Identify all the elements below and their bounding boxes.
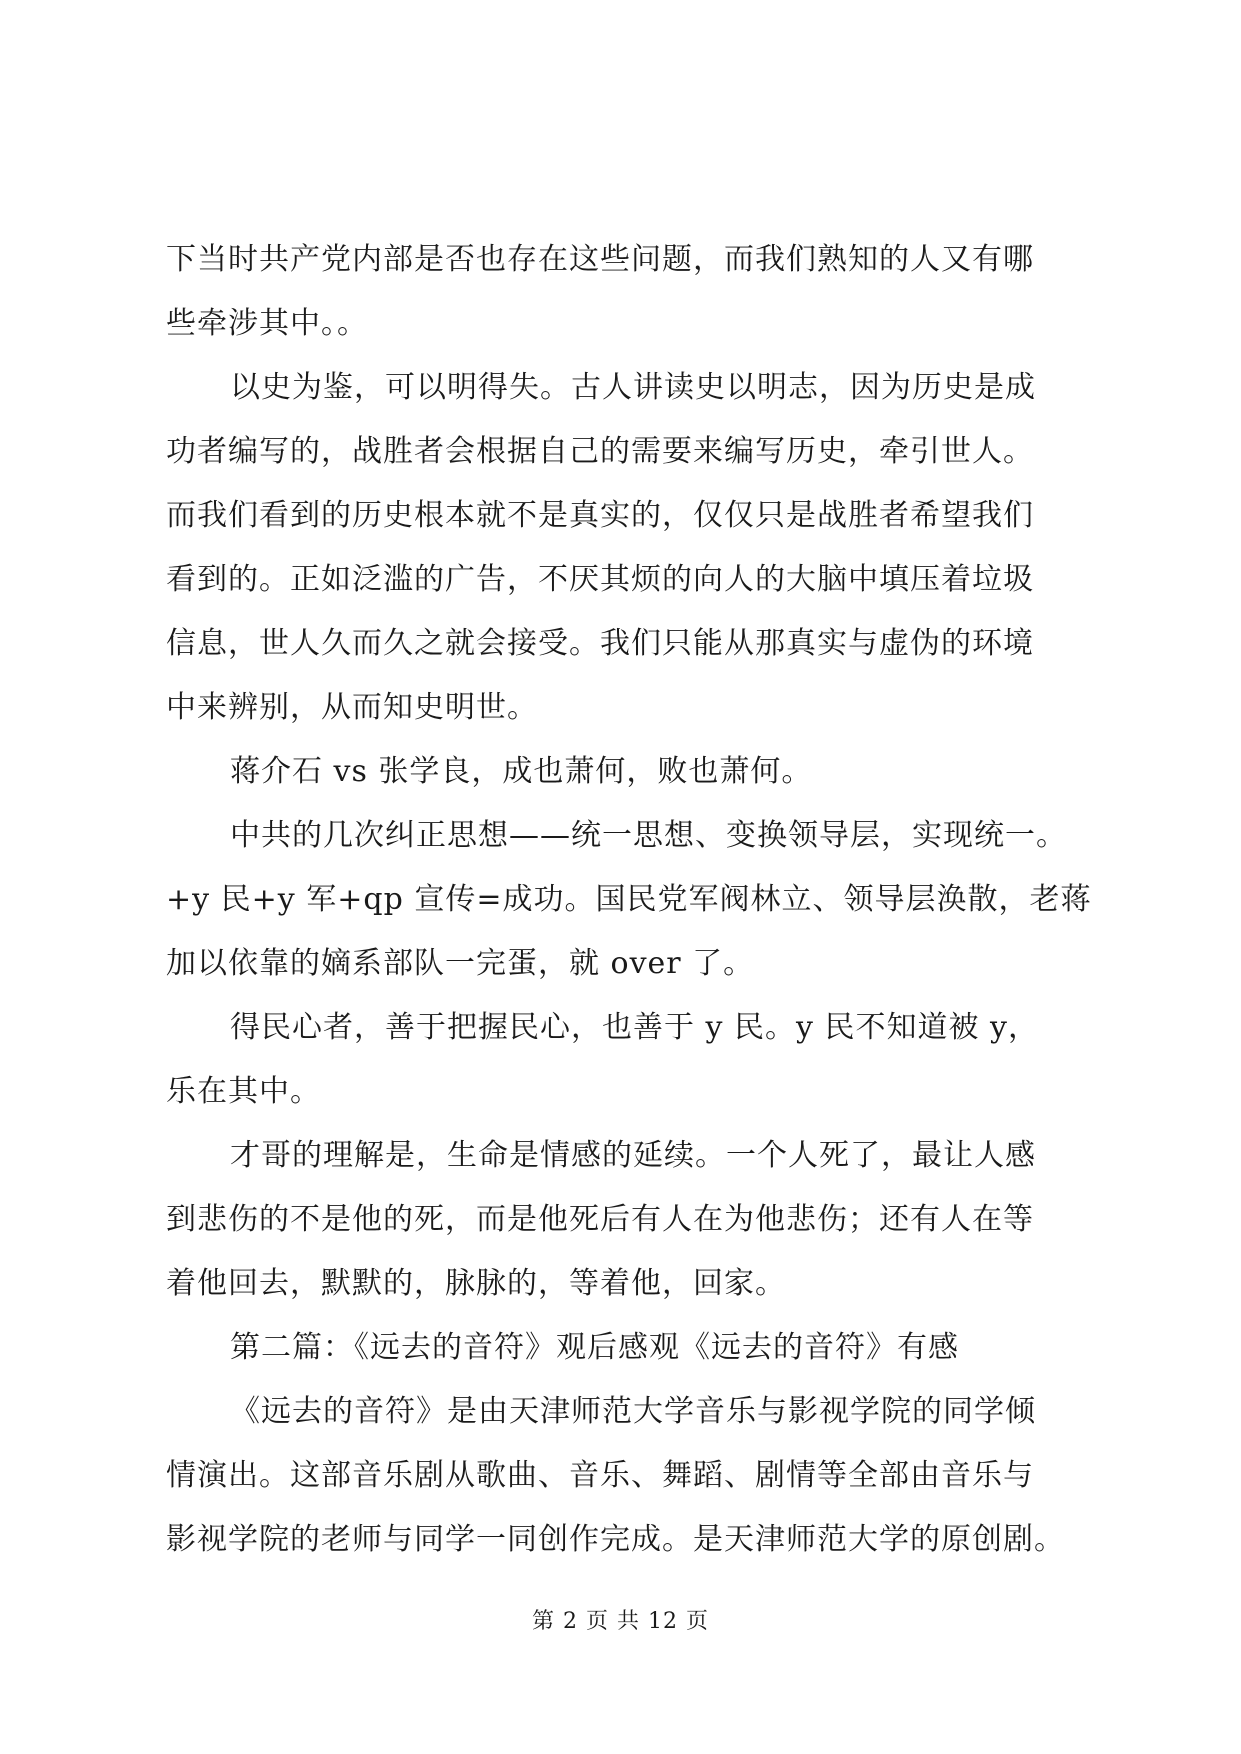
text-line: 第二篇：《远去的音符》观后感观《远去的音符》有感: [230, 1330, 959, 1365]
text-line: 功者编写的，战胜者会根据自己的需要来编写历史，牵引世人。: [166, 434, 1034, 469]
text-line: 加以依靠的嫡系部队一完蛋，就 over 了。: [166, 946, 755, 981]
text-line: 中来辨别，从而知史明世。: [166, 690, 538, 725]
text-line: 《远去的音符》是由天津师范大学音乐与影视学院的同学倾: [230, 1394, 1036, 1429]
text-line: 才哥的理解是，生命是情感的延续。一个人死了，最让人感: [230, 1138, 1036, 1173]
text-line: 得民心者，善于把握民心，也善于 y 民。y 民不知道被 y，: [230, 1010, 1039, 1045]
text-line: 着他回去，默默的，脉脉的，等着他，回家。: [166, 1266, 786, 1301]
paragraph-2: [166, 356, 1086, 740]
page-number-footer: 第 2 页 共 12 页: [532, 1609, 709, 1634]
paragraph-7: [166, 1380, 1086, 1572]
text-line: 乐在其中。: [166, 1074, 321, 1109]
text-line: 而我们看到的历史根本就不是真实的，仅仅只是战胜者希望我们: [166, 498, 1034, 533]
text-line: 蒋介石 vs 张学良，成也萧何，败也萧何。: [230, 754, 813, 789]
paragraph-3: [166, 740, 1086, 804]
text-line: 看到的。正如泛滥的广告，不厌其烦的向人的大脑中填压着垃圾: [166, 562, 1034, 597]
text-line: 情演出。这部音乐剧从歌曲、音乐、舞蹈、剧情等全部由音乐与: [166, 1458, 1034, 1493]
text-line: 下当时共产党内部是否也存在这些问题，而我们熟知的人又有哪: [166, 242, 1034, 277]
text-line: 影视学院的老师与同学一同创作完成。是天津师范大学的原创剧。: [166, 1522, 1065, 1557]
text-line: +y 民+y 军+qp 宣传=成功。国民党军阀林立、领导层涣散，老蒋: [166, 882, 1092, 917]
section-heading: [166, 1316, 1086, 1380]
text-line: 以史为鉴，可以明得失。古人讲读史以明志，因为历史是成: [230, 370, 1036, 405]
text-line: 中共的几次纠正思想——统一思想、变换领导层，实现统一。: [230, 818, 1067, 853]
document-body: [166, 228, 1092, 1572]
paragraph-5: [166, 996, 1086, 1124]
paragraph-4: [166, 804, 1092, 996]
text-line: 些牵涉其中。。: [166, 306, 368, 341]
paragraph-6: [166, 1124, 1086, 1316]
text-line: 到悲伤的不是他的死，而是他死后有人在为他悲伤；还有人在等: [166, 1202, 1034, 1237]
text-line: 信息，世人久而久之就会接受。我们只能从那真实与虚伪的环境: [166, 626, 1034, 661]
paragraph-1: [166, 228, 1086, 356]
